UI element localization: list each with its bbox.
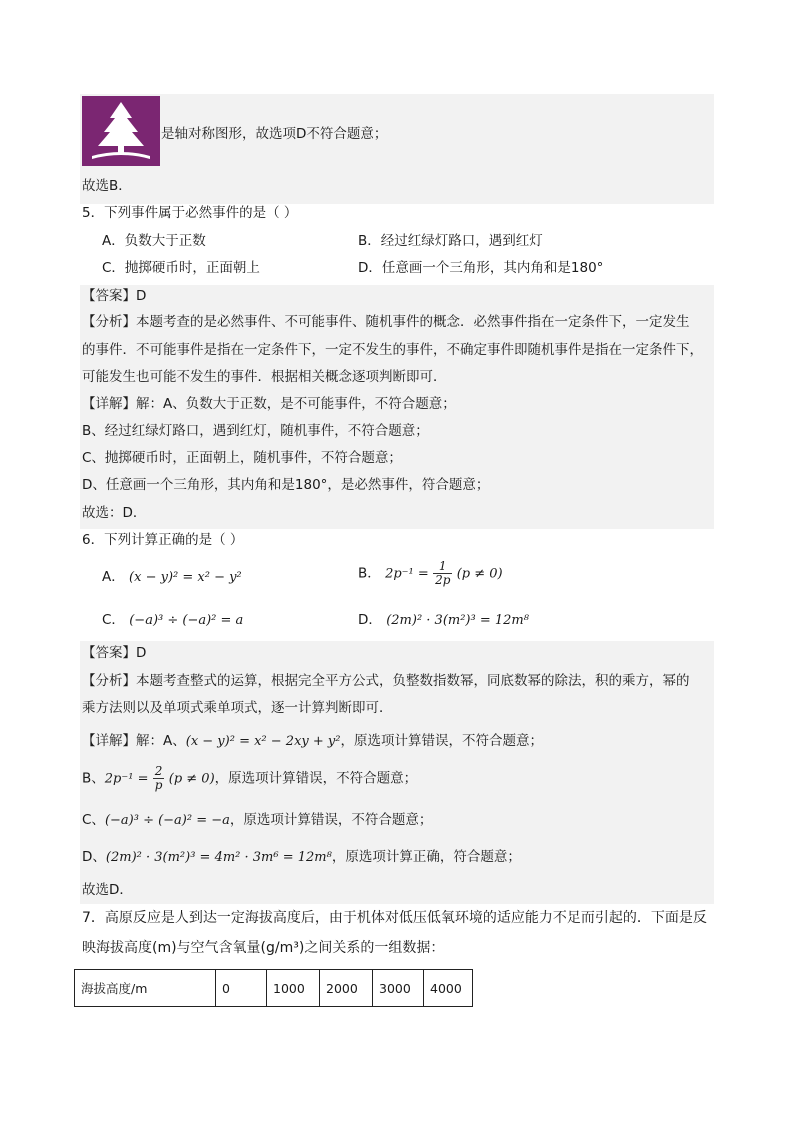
q6-option-d-label: D． (358, 612, 382, 628)
q6-stem: 6．下列计算正确的是（ ） (82, 532, 244, 548)
q6-option-b-numerator: 1 (433, 560, 452, 574)
q5-option-c: C．抛掷硬币时，正面朝上 (102, 260, 260, 276)
q6-detail-d (82, 847, 521, 868)
q6-detail-c-suffix: ，原选项计算错误，不符合题意； (229, 812, 433, 828)
q4-solution-shade (80, 94, 714, 204)
q6-detail-d-formula: (2m)² · 3(m²)³ = 4m² · 3m⁶ = 12m⁸ (105, 850, 332, 865)
q5-analysis-line-3: 可能发生也可能不发生的事件．根据相关概念逐项判断即可． (82, 369, 447, 385)
q6-option-d-formula: (2m)² · 3(m²)³ = 12m⁸ (386, 613, 529, 628)
q6-option-b-denominator: 2p (435, 573, 451, 587)
q6-answer: 【答案】D (82, 645, 147, 661)
q6-option-c-label: C． (102, 612, 125, 628)
q7-stem-line-2: 映海拔高度(m)与空气含氧量(g/m³)之间关系的一组数据： (82, 940, 445, 956)
q5-option-b: B．经过红绿灯路口，遇到红灯 (358, 233, 543, 249)
table-cell: 2000 (320, 970, 373, 1007)
q6-detail-a-suffix: ，原选项计算错误，不符合题意； (340, 733, 543, 749)
q5-detail-line-4: D、任意画一个三角形，其内角和是180°，是必然事件，符合题意； (82, 477, 490, 493)
q4-image-caption: 是轴对称图形，故选项D不符合题意； (161, 126, 388, 142)
q5-conclusion: 故选：D． (82, 505, 147, 521)
q4-conclusion: 故选B． (82, 178, 132, 194)
q6-detail-b-prefix: B、 (82, 770, 105, 787)
q6-option-c-formula: (−a)³ ÷ (−a)² = a (129, 613, 244, 628)
q5-answer: 【答案】D (82, 288, 147, 304)
pine-tree-symbol-image (82, 96, 160, 166)
q6-detail-a-prefix: 【详解】解：A、 (82, 733, 186, 749)
pine-tree-icon (82, 96, 160, 166)
q6-analysis-line-2: 乘方法则以及单项式乘单项式，逐一计算判断即可． (82, 700, 393, 716)
q5-analysis-line-2: 的事件．不可能事件是指在一定条件下，一定不发生的事件，不确定事件即随机事件是指在一定条件下， (82, 342, 703, 358)
q5-detail-line-2: B、经过红绿灯路口，遇到红灯，随机事件，不符合题意； (82, 423, 429, 439)
q6-option-b-label: B． (358, 565, 381, 582)
q6-option-b (358, 560, 503, 587)
q6-detail-b-formula-left: 2p⁻¹ = (104, 771, 149, 787)
table-cell: 1000 (267, 970, 320, 1007)
table-cell: 4000 (424, 970, 473, 1007)
q6-detail-c-formula: (−a)³ ÷ (−a)² = −a (104, 813, 230, 828)
q6-option-a (102, 567, 242, 588)
q6-option-b-formula-left: 2p⁻¹ = (385, 566, 429, 582)
q6-detail-b-suffix: ，原选项计算错误，不符合题意； (214, 770, 418, 787)
q6-detail-b (82, 765, 417, 792)
q6-detail-b-numerator: 2 (153, 765, 165, 779)
q5-detail-line-3: C、抛掷硬币时，正面朝上，随机事件，不符合题意； (82, 450, 402, 466)
table-cell: 3000 (373, 970, 424, 1007)
altitude-oxygen-table (74, 969, 473, 1007)
q6-option-b-fraction (433, 560, 452, 587)
q5-analysis-line-1: 【分析】本题考查的是必然事件、不可能事件、随机事件的概念．必然事件指在一定条件下，一定发生 (82, 314, 690, 330)
q6-option-a-formula: (x − y)² = x² − y² (129, 570, 242, 585)
q6-detail-d-suffix: ，原选项计算正确，符合题意； (331, 849, 521, 865)
q6-option-d (358, 610, 529, 631)
q6-option-b-formula-right: (p ≠ 0) (456, 566, 503, 582)
table-header-cell: 海拔高度/m (75, 970, 216, 1007)
q6-detail-a-formula: (x − y)² = x² − 2xy + y² (185, 734, 341, 749)
q6-option-c (102, 610, 243, 631)
q6-detail-a (82, 731, 543, 752)
q6-conclusion: 故选D． (82, 882, 133, 898)
table-cell: 0 (216, 970, 267, 1007)
q6-detail-d-prefix: D、 (82, 849, 106, 865)
table-row (75, 970, 473, 1007)
q6-detail-b-fraction (153, 765, 165, 792)
q6-detail-b-denominator: p (154, 778, 163, 792)
q5-option-d: D．任意画一个三角形，其内角和是180° (358, 260, 604, 276)
q6-option-a-label: A． (102, 569, 125, 585)
q6-detail-b-formula-right: (p ≠ 0) (168, 771, 215, 787)
q6-detail-c-prefix: C、 (82, 812, 105, 828)
q6-analysis-line-1: 【分析】本题考查整式的运算，根据完全平方公式，负整数指数幂，同底数幂的除法，积的乘方，幂的 (82, 673, 690, 689)
q6-detail-c (82, 810, 432, 831)
q5-stem: 5．下列事件属于必然事件的是（ ） (82, 205, 298, 221)
q7-stem-line-1: 7．高原反应是人到达一定海拔高度后，由于机体对低压低氧环境的适应能力不足而引起的．下面是反 (82, 910, 707, 926)
q5-option-a: A．负数大于正数 (102, 233, 206, 249)
q5-detail-line-1: 【详解】解：A、负数大于正数，是不可能事件，不符合题意； (82, 396, 456, 412)
